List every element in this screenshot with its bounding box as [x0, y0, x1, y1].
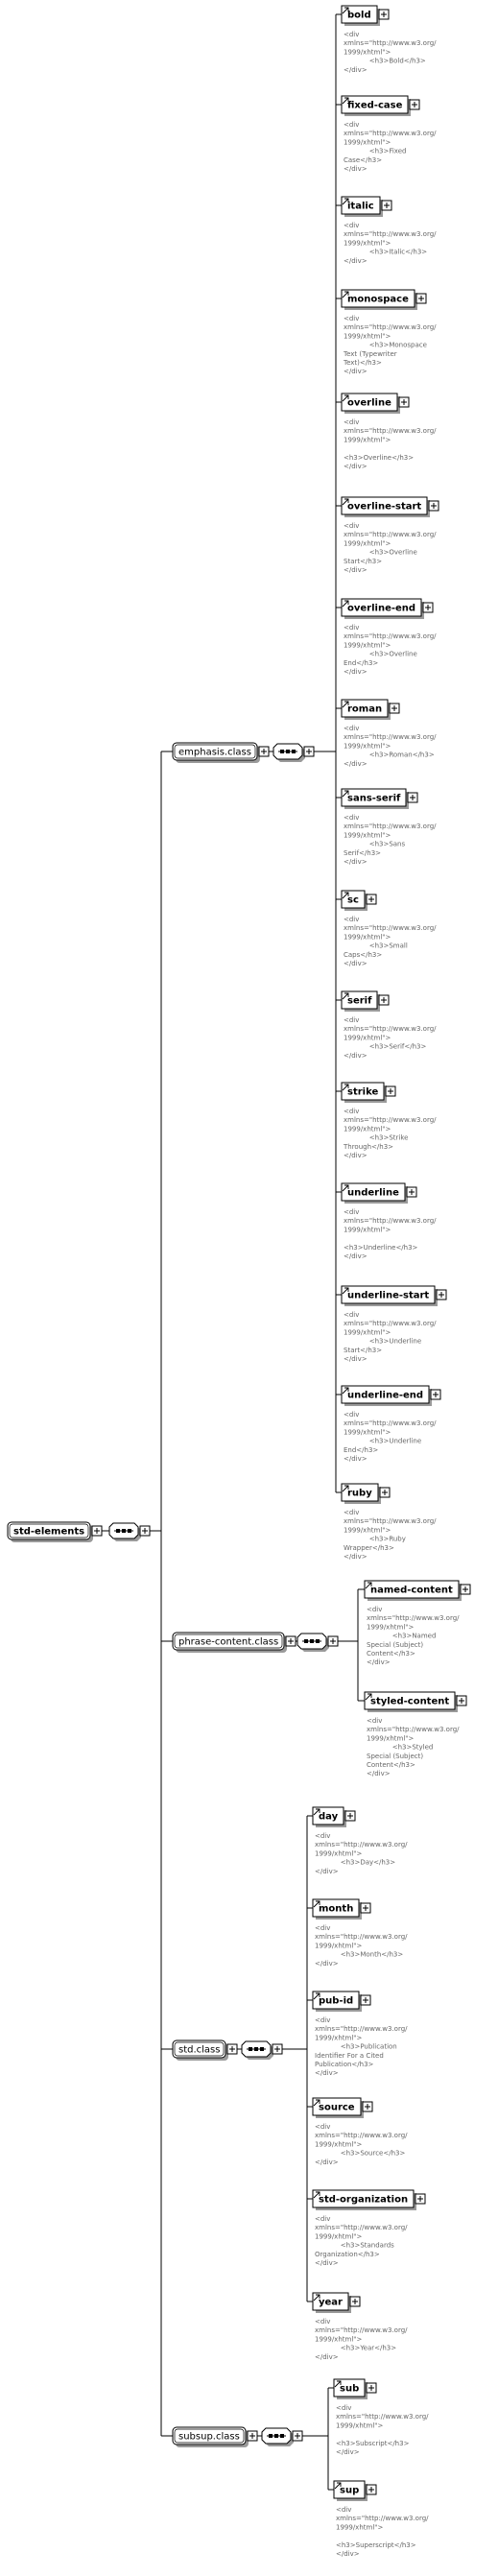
expand-plus-icon[interactable] [379, 995, 389, 1005]
documentation-line: <div [344, 522, 360, 530]
documentation-line: Wrapper</h3> [344, 1543, 394, 1552]
documentation-line: <div [336, 2506, 352, 2514]
documentation-line: <div [336, 2404, 352, 2412]
documentation-line: 1999/xhtml"> [344, 138, 391, 147]
expand-plus-icon[interactable] [227, 2044, 237, 2054]
documentation-line: <div [344, 1016, 360, 1024]
expand-plus-icon[interactable] [457, 1696, 466, 1705]
documentation-line: </div> [344, 1252, 368, 1260]
element-monospace[interactable] [342, 290, 426, 310]
documentation-line: <h3>Bold</h3> [344, 57, 426, 65]
documentation-line: <h3>Standards [315, 2241, 394, 2250]
documentation-line: xmlns="http://www.w3.org/ [344, 1517, 437, 1526]
documentation-line: <h3>Underline</h3> [344, 1243, 418, 1252]
documentation-line: <div [344, 418, 360, 426]
documentation-line: xmlns="http://www.w3.org/ [344, 733, 437, 742]
documentation-line: </div> [315, 2158, 339, 2166]
documentation-line: </div> [344, 1355, 368, 1363]
documentation-line: xmlns="http://www.w3.org/ [344, 323, 437, 332]
expand-plus-icon[interactable] [367, 2383, 376, 2393]
documentation-line: <h3>Italic</h3> [344, 248, 428, 256]
element-fixed-case-label: fixed-case [347, 100, 403, 111]
element-std-organization[interactable] [313, 2190, 425, 2210]
documentation-line: <div [315, 1832, 331, 1840]
element-italic[interactable] [342, 197, 391, 217]
documentation-line: 1999/xhtml"> [344, 641, 391, 650]
element-underline-start[interactable] [342, 1286, 446, 1306]
documentation-line: </div> [344, 1051, 368, 1060]
documentation-line: 1999/xhtml"> [336, 2421, 384, 2430]
documentation-line: <h3>Styled [367, 1743, 434, 1752]
documentation-line: <h3>Source</h3> [315, 2149, 406, 2158]
expand-plus-icon[interactable] [423, 603, 433, 612]
documentation-line: xmlns="http://www.w3.org/ [344, 1217, 437, 1226]
documentation-line: <h3>Small [344, 942, 408, 950]
documentation-line: Text (Typewriter [344, 349, 397, 358]
documentation-line: <h3>Roman</h3> [344, 751, 435, 759]
element-bold[interactable] [342, 6, 389, 26]
documentation-line: Through</h3> [344, 1142, 394, 1151]
documentation-line: End</h3> [344, 1445, 379, 1454]
documentation-line: xmlns="http://www.w3.org/ [344, 39, 437, 48]
expand-plus-icon[interactable] [350, 2297, 360, 2306]
sequence-compositor-icon[interactable] [242, 2041, 282, 2060]
documentation-line: xmlns="http://www.w3.org/ [367, 1614, 460, 1623]
documentation-line: <h3>Fixed [344, 147, 407, 155]
documentation-line: xmlns="http://www.w3.org/ [344, 230, 437, 239]
root-element-std-elements[interactable] [8, 1522, 102, 1542]
documentation-line: 1999/xhtml"> [344, 1328, 391, 1337]
documentation-line: <div [344, 222, 360, 229]
documentation-line: 1999/xhtml"> [367, 1734, 415, 1743]
element-ruby-label: ruby [347, 1488, 372, 1499]
expand-plus-icon[interactable] [345, 1811, 355, 1821]
documentation-line: 1999/xhtml"> [344, 1125, 391, 1133]
documentation-line: <div [367, 1606, 383, 1613]
expand-plus-icon[interactable] [410, 100, 419, 109]
documentation-line: 1999/xhtml"> [344, 742, 391, 751]
documentation-line: </div> [344, 1152, 368, 1159]
element-year-label: year [319, 2297, 343, 2308]
documentation-line: Text)</h3> [344, 359, 382, 367]
element-bold-label: bold [347, 10, 371, 21]
element-underline-end-label: underline-end [347, 1390, 424, 1401]
element-pub-id[interactable] [313, 1992, 370, 2012]
documentation-line: Content</h3> [367, 1650, 415, 1658]
documentation-line: xmlns="http://www.w3.org/ [336, 2515, 429, 2523]
element-serif-label: serif [347, 995, 372, 1007]
documentation-line: xmlns="http://www.w3.org/ [315, 1933, 408, 1942]
expand-plus-icon[interactable] [361, 1995, 370, 2005]
documentation-line: xmlns="http://www.w3.org/ [344, 823, 437, 831]
documentation-line: <div [344, 1208, 360, 1216]
documentation-line: <h3>Year</h3> [315, 2344, 397, 2352]
root-element-std-elements-label: std-elements [13, 1526, 85, 1538]
documentation-line: </div> [344, 65, 368, 74]
sequence-compositor-icon[interactable] [262, 2428, 302, 2446]
documentation-line: 1999/xhtml"> [344, 1428, 391, 1437]
documentation-line: <h3>Overline</h3> [344, 453, 415, 462]
documentation-line: </div> [344, 960, 368, 967]
element-ruby[interactable] [342, 1484, 390, 1504]
element-roman-label: roman [347, 704, 383, 715]
documentation-line: <h3>Overline [344, 548, 417, 557]
expand-plus-icon[interactable] [399, 397, 409, 407]
expand-plus-icon[interactable] [259, 747, 269, 756]
documentation-line: xmlns="http://www.w3.org/ [344, 1025, 437, 1034]
documentation-line: 1999/xhtml"> [344, 1526, 391, 1535]
documentation-line: xmlns="http://www.w3.org/ [315, 2132, 408, 2140]
expand-plus-icon[interactable] [390, 704, 399, 713]
group-phrase-content-class-label: phrase-content.class [178, 1636, 279, 1648]
documentation-line: xmlns="http://www.w3.org/ [344, 427, 437, 436]
documentation-line: <h3>Ruby [344, 1535, 406, 1543]
documentation-line: xmlns="http://www.w3.org/ [344, 632, 437, 641]
expand-plus-icon[interactable] [367, 894, 376, 904]
documentation-line: </div> [344, 165, 368, 173]
documentation-line: <div [344, 814, 360, 822]
element-std-organization-label: std-organization [319, 2194, 409, 2206]
element-sup-label: sup [340, 2485, 360, 2496]
documentation-line: Organization</h3> [315, 2250, 380, 2258]
expand-plus-icon[interactable] [92, 1526, 102, 1536]
documentation-line: <h3>Subscript</h3> [336, 2439, 410, 2447]
documentation-line: End</h3> [344, 658, 379, 667]
element-underline-label: underline [347, 1187, 399, 1199]
documentation-line: <h3>Strike [344, 1133, 409, 1142]
element-overline-start[interactable] [342, 497, 439, 517]
documentation-line: <div [367, 1717, 383, 1725]
element-year[interactable] [313, 2293, 360, 2313]
documentation-line: 1999/xhtml"> [344, 48, 391, 57]
documentation-line: </div> [315, 1867, 339, 1875]
documentation-line: 1999/xhtml"> [315, 1942, 363, 1950]
element-overline-start-label: overline-start [347, 501, 422, 513]
documentation-line: <div [315, 2318, 331, 2326]
element-named-content-label: named-content [370, 1585, 453, 1596]
documentation-line: </div> [344, 1553, 368, 1561]
documentation-line: xmlns="http://www.w3.org/ [315, 1841, 408, 1849]
documentation-line: </div> [315, 2259, 339, 2267]
element-overline-label: overline [347, 397, 391, 409]
expand-plus-icon[interactable] [382, 201, 391, 210]
element-roman[interactable] [342, 700, 399, 720]
documentation-line: </div> [344, 759, 368, 768]
expand-plus-icon[interactable] [361, 1903, 370, 1913]
element-month-label: month [319, 1903, 354, 1915]
documentation-line: 1999/xhtml"> [344, 933, 391, 942]
documentation-line: </div> [344, 368, 368, 376]
element-fixed-case[interactable] [342, 96, 419, 116]
group-subsup-class-label: subsup.class [178, 2431, 240, 2443]
group-std-class-label: std.class [178, 2044, 221, 2056]
documentation-line: xmlns="http://www.w3.org/ [344, 1419, 437, 1428]
documentation-line: xmlns="http://www.w3.org/ [336, 2413, 429, 2421]
documentation-line: <div [344, 31, 360, 38]
documentation-line: <div [315, 2215, 331, 2223]
expand-plus-icon[interactable] [380, 1488, 390, 1497]
element-monospace-label: monospace [347, 294, 409, 305]
documentation-line: <div [344, 315, 360, 322]
element-underline-start-label: underline-start [347, 1290, 430, 1301]
documentation-line: xmlns="http://www.w3.org/ [315, 2224, 408, 2232]
element-source-label: source [319, 2102, 355, 2113]
documentation-line: </div> [315, 1959, 339, 1968]
element-sub-label: sub [340, 2383, 360, 2395]
documentation-line: <div [344, 1108, 360, 1115]
element-source[interactable] [313, 2098, 372, 2118]
element-pub-id-label: pub-id [319, 1995, 354, 2007]
documentation-line: <h3>Underline [344, 1337, 422, 1346]
documentation-line: Start</h3> [344, 557, 383, 565]
documentation-line: Case</h3> [344, 155, 383, 164]
documentation-line: <h3>Serif</h3> [344, 1042, 427, 1051]
group-emphasis-class-label: emphasis.class [178, 747, 251, 758]
element-named-content[interactable] [365, 1581, 470, 1601]
documentation-line: </div> [336, 2550, 360, 2558]
group-std-class[interactable] [173, 2040, 237, 2061]
documentation-line: Identifier For a Cited [315, 2051, 384, 2060]
expand-plus-icon[interactable] [461, 1585, 470, 1594]
element-overline-end-label: overline-end [347, 603, 416, 614]
documentation-line: 1999/xhtml"> [344, 831, 391, 840]
documentation-line: <div [344, 1411, 360, 1419]
documentation-line: 1999/xhtml"> [344, 436, 391, 444]
element-day-label: day [319, 1811, 339, 1823]
documentation-line: Serif</h3> [344, 848, 382, 857]
documentation-line: Publication</h3> [315, 2061, 374, 2068]
documentation-line: xmlns="http://www.w3.org/ [344, 130, 437, 138]
documentation-line: </div> [336, 2448, 360, 2456]
documentation-line: </div> [344, 858, 368, 866]
element-sans-serif-label: sans-serif [347, 793, 401, 804]
expand-plus-icon[interactable] [416, 294, 426, 303]
documentation-line: <h3>Underline [344, 1437, 422, 1445]
expand-plus-icon[interactable] [379, 10, 389, 19]
documentation-line: Special (Subject) [367, 1752, 424, 1760]
documentation-line: xmlns="http://www.w3.org/ [315, 2326, 408, 2335]
documentation-line: <div [344, 725, 360, 732]
documentation-line: </div> [315, 2069, 339, 2078]
element-styled-content-label: styled-content [370, 1696, 450, 1707]
group-emphasis-class[interactable] [173, 743, 269, 763]
group-subsup-class[interactable] [173, 2427, 257, 2447]
documentation-line: <div [315, 1924, 331, 1932]
documentation-line: </div> [315, 2352, 339, 2361]
documentation-line: Content</h3> [367, 1761, 415, 1769]
documentation-line: 1999/xhtml"> [344, 239, 391, 248]
expand-plus-icon[interactable] [367, 2485, 376, 2494]
expand-plus-icon[interactable] [408, 793, 417, 802]
documentation-line: xmlns="http://www.w3.org/ [344, 531, 437, 539]
element-day[interactable] [313, 1807, 355, 1827]
element-overline-end[interactable] [342, 599, 433, 619]
documentation-line: xmlns="http://www.w3.org/ [344, 924, 437, 933]
expand-plus-icon[interactable] [437, 1290, 446, 1300]
documentation-line: 1999/xhtml"> [367, 1623, 415, 1632]
element-underline-end[interactable] [342, 1386, 440, 1406]
documentation-line: <h3>Named [367, 1632, 437, 1640]
documentation-line: <div [344, 1311, 360, 1319]
element-overline[interactable] [342, 394, 409, 414]
element-sub[interactable] [334, 2379, 376, 2399]
documentation-line: <div [344, 1509, 360, 1516]
element-strike[interactable] [342, 1083, 395, 1103]
documentation-line: Start</h3> [344, 1346, 383, 1354]
documentation-line: </div> [367, 1658, 391, 1667]
documentation-line: xmlns="http://www.w3.org/ [315, 2025, 408, 2034]
element-sc-label: sc [347, 894, 359, 906]
documentation-line: <h3>Day</h3> [315, 1858, 396, 1867]
sequence-compositor-icon[interactable] [273, 744, 314, 762]
documentation-line: <div [344, 916, 360, 923]
expand-plus-icon[interactable] [286, 1636, 296, 1646]
documentation-line: <h3>Month</h3> [315, 1950, 404, 1959]
expand-plus-icon[interactable] [248, 2431, 257, 2441]
documentation-line: </div> [344, 668, 368, 676]
documentation-line: <h3>Superscript</h3> [336, 2540, 416, 2549]
documentation-line: 1999/xhtml"> [315, 2335, 363, 2344]
element-sc[interactable] [342, 891, 376, 911]
documentation-line: <div [315, 2123, 331, 2131]
documentation-line: <h3>Overline [344, 650, 417, 658]
documentation-line: 1999/xhtml"> [344, 1034, 391, 1042]
documentation-line: </div> [367, 1770, 391, 1778]
documentation-line: 1999/xhtml"> [344, 1226, 391, 1234]
expand-plus-icon[interactable] [415, 2194, 425, 2204]
documentation-line: 1999/xhtml"> [315, 1849, 363, 1858]
documentation-line: </div> [344, 256, 368, 265]
element-serif[interactable] [342, 991, 389, 1012]
documentation-line: </div> [344, 566, 368, 574]
expand-plus-icon[interactable] [363, 2102, 372, 2111]
expand-plus-icon[interactable] [386, 1086, 395, 1096]
documentation-line: 1999/xhtml"> [315, 2232, 363, 2241]
documentation-line: Caps</h3> [344, 950, 383, 959]
documentation-line: xmlns="http://www.w3.org/ [344, 1320, 437, 1328]
expand-plus-icon[interactable] [407, 1187, 416, 1197]
documentation-line: <div [344, 121, 360, 129]
element-underline[interactable] [342, 1183, 416, 1204]
documentation-line: </div> [344, 1455, 368, 1463]
documentation-line: </div> [344, 463, 368, 470]
documentation-line: 1999/xhtml"> [315, 2140, 363, 2149]
expand-plus-icon[interactable] [429, 501, 439, 511]
sequence-compositor-icon[interactable] [297, 1634, 338, 1652]
documentation-line: xmlns="http://www.w3.org/ [367, 1726, 460, 1734]
documentation-line: 1999/xhtml"> [336, 2523, 384, 2532]
expand-plus-icon[interactable] [431, 1390, 440, 1399]
group-phrase-content-class[interactable] [173, 1633, 296, 1653]
documentation-line: xmlns="http://www.w3.org/ [344, 1116, 437, 1125]
documentation-line: 1999/xhtml"> [344, 539, 391, 548]
documentation-line: 1999/xhtml"> [315, 2034, 363, 2042]
documentation-line: <div [344, 624, 360, 632]
documentation-line: <h3>Sans [344, 840, 406, 848]
element-sans-serif[interactable] [342, 789, 417, 809]
documentation-line: 1999/xhtml"> [344, 332, 391, 341]
documentation-line: <h3>Publication [315, 2042, 397, 2051]
documentation-line: <h3>Monospace [344, 341, 427, 349]
element-month[interactable] [313, 1899, 370, 1920]
documentation-line: Special (Subject) [367, 1640, 424, 1649]
sequence-compositor-icon[interactable] [109, 1523, 150, 1541]
documentation-line: <div [315, 2016, 331, 2024]
element-sup[interactable] [334, 2481, 376, 2501]
element-styled-content[interactable] [365, 1692, 466, 1712]
element-strike-label: strike [347, 1086, 379, 1098]
element-italic-label: italic [347, 201, 374, 212]
